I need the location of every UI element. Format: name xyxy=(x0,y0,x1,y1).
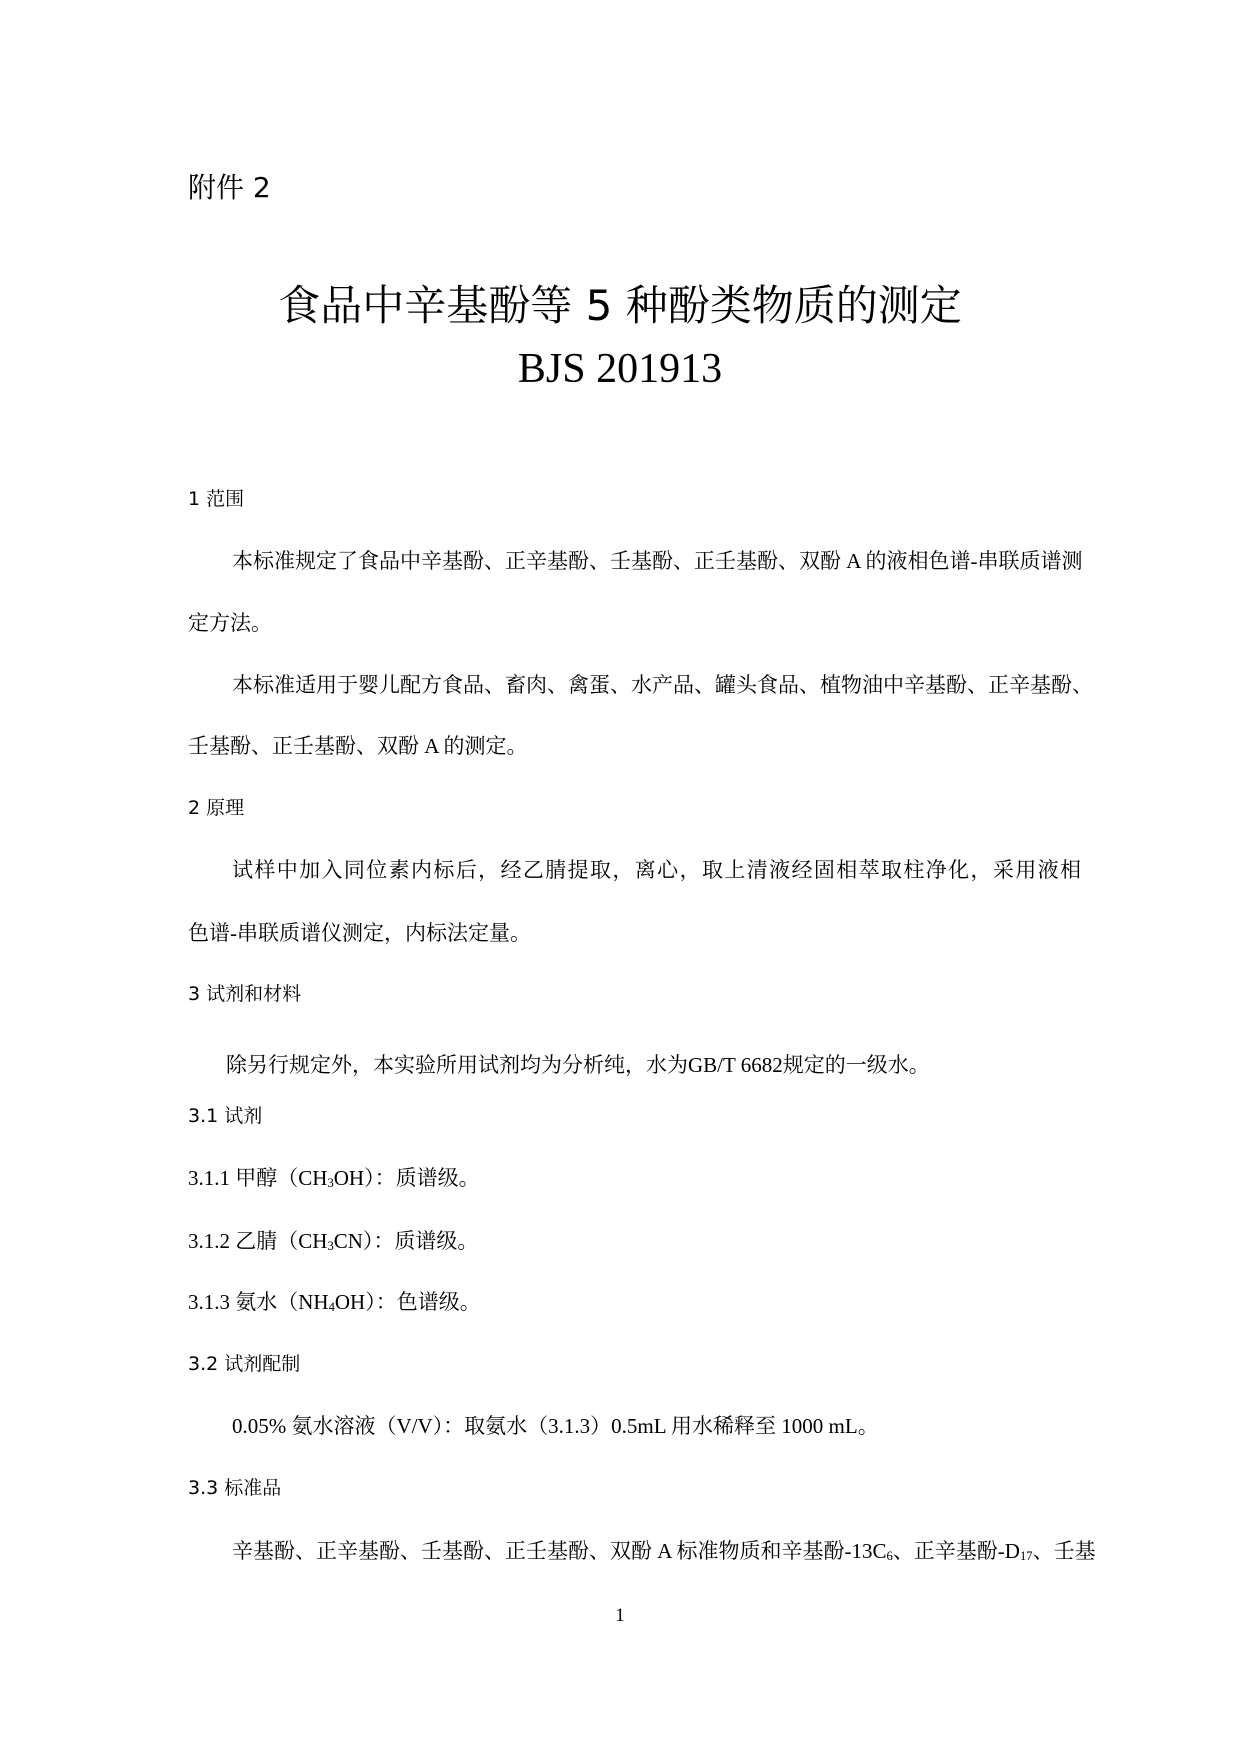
page-number: 1 xyxy=(615,1605,625,1626)
reagent-item: 3.1.1 甲醇$(CH_3OH)$：质谱级。 xyxy=(188,1166,480,1190)
paragraph: 色谱-串联质谱仪测定，内标法定量。 xyxy=(188,921,531,945)
paragraph: 0.05% 氨水溶液（V/V）：取氨水（3.1.3）0.5mL 用水稀释至 1000 mL。 xyxy=(232,1414,879,1438)
reagent-item: 3.1.2 乙腈$(CH_3CN)$：质谱级。 xyxy=(188,1229,479,1253)
section-heading: 2 原理 xyxy=(188,797,245,819)
paragraph: 壬基酚、正壬基酚、双酚 A 的测定。 xyxy=(188,734,528,758)
paragraph: 试样中加入同位素内标后，经乙腈提取，离心，取上清液经固相萃取柱净化，采用液相 xyxy=(232,858,1081,882)
attachment-label: 附件 2 xyxy=(188,171,271,204)
section-heading: 3 试剂和材料 xyxy=(188,983,302,1005)
section-heading: 1 范围 xyxy=(188,488,245,510)
paragraph: 除另行规定外，本实验所用试剂均为分析纯，水为GB/T 6682规定的一级水。 xyxy=(226,1053,930,1077)
subsection-heading: 3.2 试剂配制 xyxy=(188,1353,301,1375)
standard-code: BJS 201913 xyxy=(517,346,723,392)
subsection-heading: 3.3 标准品 xyxy=(188,1477,282,1499)
reagent-item: 3.1.3 氨水$(NH_4OH)$：色谱级。 xyxy=(188,1290,481,1314)
paragraph: 本标准适用于婴儿配方食品、畜肉、禽蛋、水产品、罐头食品、植物油中辛基酚、正辛基酚、 xyxy=(232,673,1093,697)
subsection-heading: 3.1 试剂 xyxy=(188,1105,263,1127)
paragraph: 定方法。 xyxy=(188,611,272,635)
paragraph: 本标准规定了食品中辛基酚、正辛基酚、壬基酚、正壬基酚、双酚 A 的液相色谱-串联质谱测 xyxy=(232,549,1083,573)
page-title: 食品中辛基酚等 5 种酚类物质的测定 xyxy=(278,281,962,330)
paragraph: 辛基酚、正辛基酚、壬基酚、正壬基酚、双酚 A 标准物质和辛基酚$-13C_6$、正辛基酚$-D_{17}$、壬基 xyxy=(232,1539,1096,1563)
